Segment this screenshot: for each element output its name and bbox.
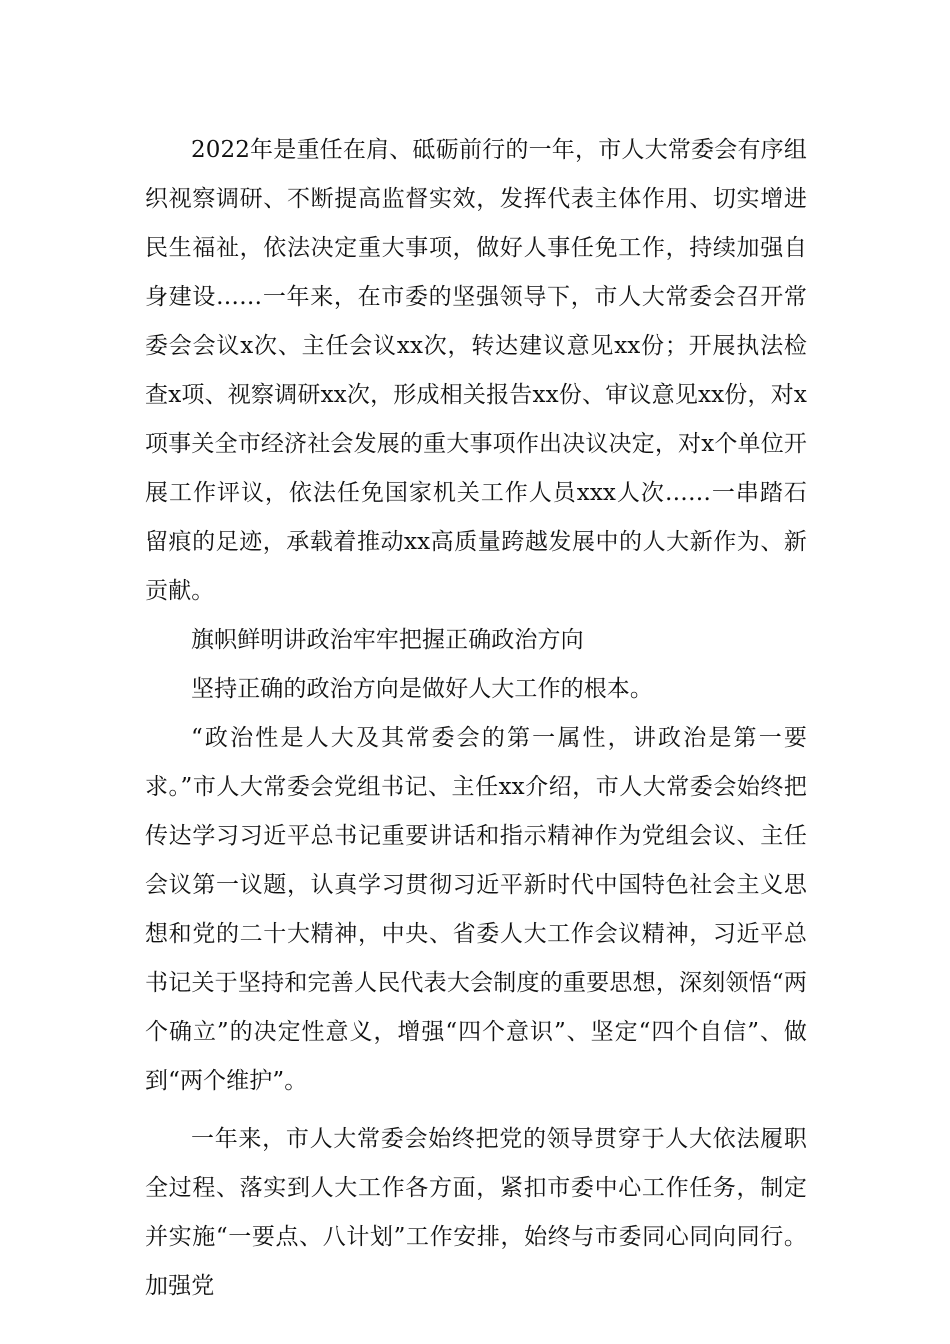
document-body: [145, 126, 807, 1311]
paragraph-quote: “政治性是人大及其常委会的第一属性，讲政治是第一要求。”市人大常委会党组书记、主任xx介绍，市人大常委会始终把传达学习习近平总书记重要讲话和指示精神作为党组会议、主任会议第一议题，认真学习贯彻习近平新时代中国特色社会主义思想和党的二十大精神，中央、省委人大工作会议精神，习近平总书记关于坚持和完善人民代表大会制度的重要思想，深刻领悟“两个确立”的决定性意义，增强“四个意识”、坚定“四个自信”、做到“两个维护”。: [145, 725, 807, 1094]
paragraph-intro: 2022年是重任在肩、砥砺前行的一年，市人大常委会有序组织视察调研、不断提高监督实效，发挥代表主体作用、切实增进民生福祉，依法决定重大事项，做好人事任免工作，持续加强自身建设……一年来，在市委的坚强领导下，市人大常委会召开常委会会议x次、主任会议xx次，转达建议意见xx份；开展执法检查x项、视察调研xx次，形成相关报告xx份、审议意见xx份，对x项事关全市经济社会发展的重大事项作出决议决定，对x个单位开展工作评议，依法任免国家机关工作人员xxx人次……一串踏石留痕的足迹，承载着推动xx高质量跨越发展中的人大新作为、新贡献。: [145, 137, 807, 604]
paragraph-year-review: 一年来，市人大常委会始终把党的领导贯穿于人大依法履职全过程、落实到人大工作各方面，紧扣市委中心工作任务，制定并实施“一要点、八计划”工作安排，始终与市委同心同向同行。加强党: [145, 1126, 807, 1299]
paragraph-lead: 坚持正确的政治方向是做好人大工作的根本。: [191, 676, 653, 702]
section-heading: 旗帜鲜明讲政治牢牢把握正确政治方向: [191, 627, 584, 653]
